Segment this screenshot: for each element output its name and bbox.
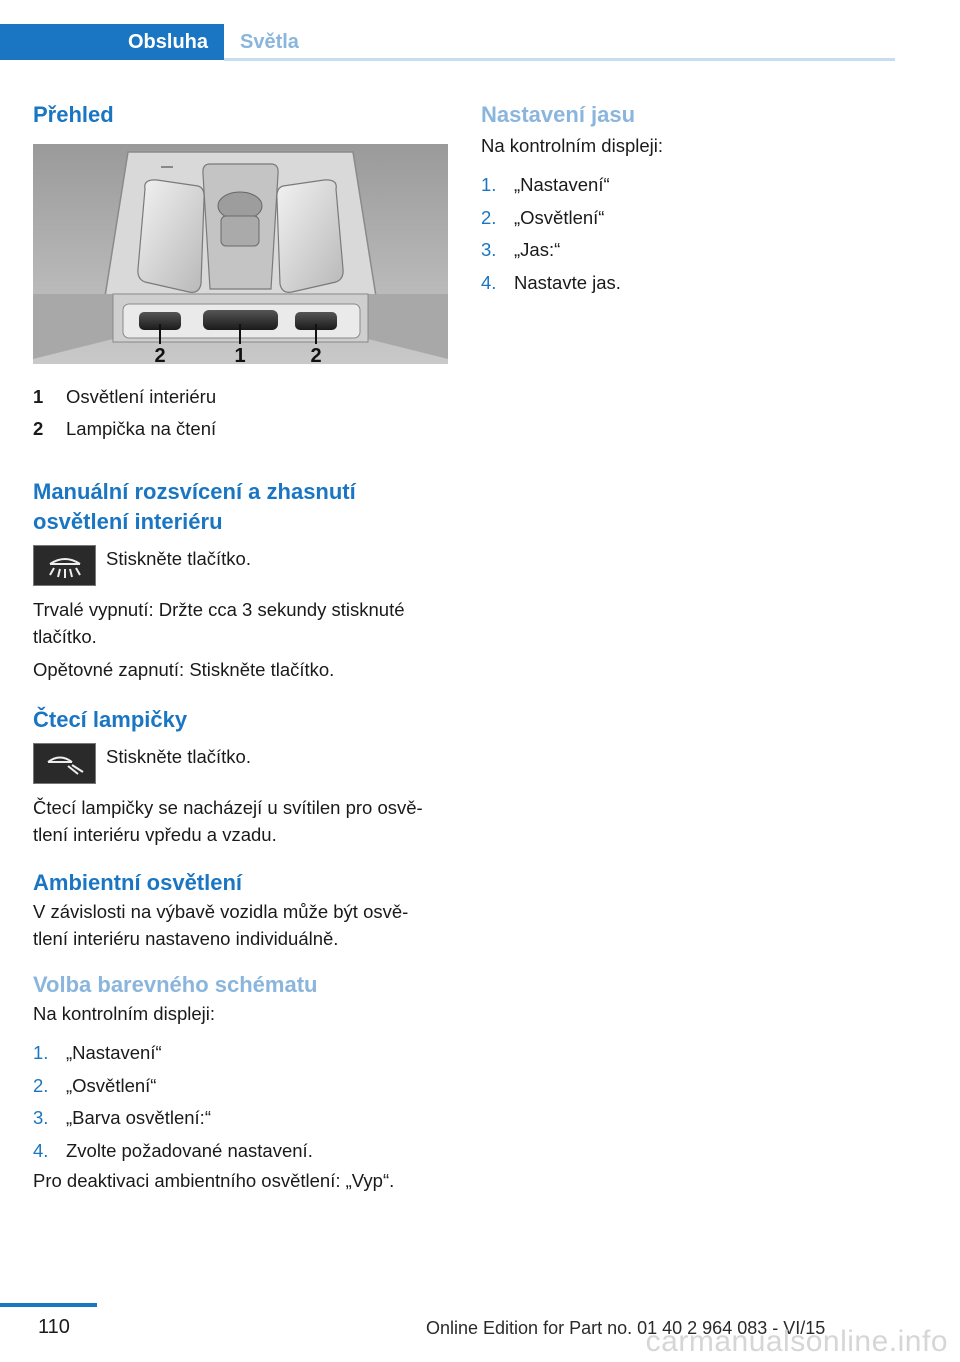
legend-text: Lampička na čtení <box>66 418 217 439</box>
legend-item <box>33 413 448 445</box>
manual-press-row <box>33 545 448 586</box>
manual-lighting-heading: Manuální rozsvícení a zhasnutí osvětlení interiéru <box>33 479 356 534</box>
callout-interior: 1 <box>234 345 246 364</box>
step-text: Nastavte jas. <box>514 271 621 293</box>
list-item <box>481 169 896 202</box>
right-column <box>481 100 896 299</box>
step-number: 4. <box>33 1139 49 1161</box>
interior-light-button-icon <box>33 545 96 586</box>
list-item <box>33 1070 448 1103</box>
list-item <box>481 267 896 300</box>
reading-lamps-heading: Čtecí lampičky <box>33 707 188 732</box>
tab-svetla[interactable]: Světla <box>240 30 299 53</box>
step-text: „Osvětlení“ <box>514 206 605 228</box>
ambient-description: V závislosti na výbavě vozidla může být osvě- tlení interiéru nastaveno individuálně. <box>33 901 409 949</box>
legend-number: 1 <box>33 386 44 407</box>
step-text: „Barva osvětlení:“ <box>66 1107 211 1128</box>
overview-heading: Přehled <box>33 102 114 127</box>
step-text: „Nastavení“ <box>66 1042 162 1063</box>
color-intro: Na kontrolním displeji: <box>33 1003 215 1024</box>
ambient-heading: Ambientní osvětlení <box>33 870 243 895</box>
manual-press-text: Stiskněte tlačítko. <box>106 548 251 569</box>
step-text: „Nastavení“ <box>514 174 610 195</box>
list-item <box>481 234 896 267</box>
reading-light-button-icon <box>33 743 96 784</box>
reading-press-text: Stiskněte tlačítko. <box>106 746 251 767</box>
step-number: 2. <box>33 1074 49 1096</box>
list-item <box>33 1037 448 1070</box>
tab-divider <box>224 58 895 61</box>
overhead-console-illustration <box>33 144 448 364</box>
step-number: 4. <box>481 271 497 293</box>
list-item <box>481 202 896 235</box>
list-item <box>33 1135 448 1168</box>
callout-left-reading: 2 <box>154 345 166 364</box>
legend-text: Osvětlení interiéru <box>66 386 217 407</box>
brightness-steps-list <box>481 169 896 299</box>
list-item <box>33 1102 448 1135</box>
step-number: 3. <box>33 1107 49 1128</box>
brightness-intro: Na kontrolním displeji: <box>481 135 663 156</box>
step-text: „Osvětlení“ <box>66 1074 157 1096</box>
ambient-deactivate-note: Pro deaktivaci ambientního osvětlení: „Vyp“. <box>33 1170 395 1191</box>
step-number: 1. <box>481 174 497 195</box>
chapter-tabs <box>0 24 895 62</box>
reading-press-row <box>33 743 448 784</box>
watermark: carmanualsonline.info <box>645 1325 948 1358</box>
color-steps-list <box>33 1037 448 1167</box>
step-number: 2. <box>481 206 497 228</box>
brightness-heading: Nastavení jasu <box>481 102 636 127</box>
figure-legend <box>33 381 448 445</box>
legend-item <box>33 381 448 413</box>
step-text: Zvolte požadované nastavení. <box>66 1139 313 1161</box>
legend-number: 2 <box>33 418 44 439</box>
step-number: 3. <box>481 239 497 260</box>
footer-accent-bar <box>0 1303 97 1307</box>
step-text: „Jas:“ <box>514 239 561 260</box>
reading-description: Čtecí lampičky se nacházejí u svítilen pro osvě- tlení interiéru vpředu a vzadu. <box>33 797 423 845</box>
color-scheme-heading: Volba barevného schématu <box>33 972 318 997</box>
step-number: 1. <box>33 1042 49 1063</box>
tab-obsluha[interactable]: Obsluha <box>0 24 224 60</box>
edition-note: Online Edition for Part no. 01 40 2 964 083 - VI/15 <box>426 1318 826 1338</box>
manual-reenable: Opětovné zapnutí: Stiskněte tlačítko. <box>33 659 335 680</box>
manual-permanent-off: Trvalé vypnutí: Držte cca 3 sekundy stisknuté tlačítko. <box>33 599 405 647</box>
page-number: 110 <box>38 1316 70 1338</box>
left-column <box>33 100 448 1194</box>
callout-right-reading: 2 <box>310 345 322 364</box>
